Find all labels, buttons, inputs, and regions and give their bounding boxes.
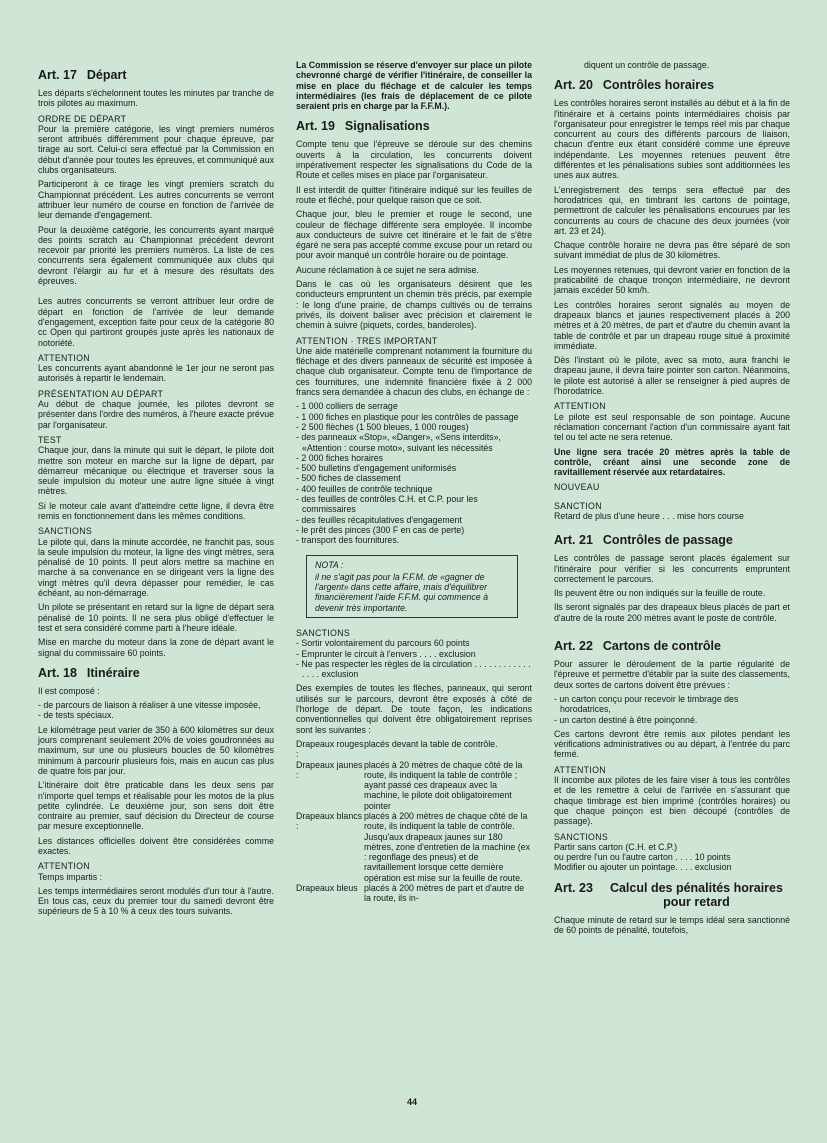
paragraph: Un pilote se présentant en retard sur la ligne de départ sera pénalisé de 10 points. Il ne sera plus obligé d'effectuer le test et sera considéré comme parti à l'heure idéale. [38, 602, 274, 633]
article-17-heading: Art. 17 Départ [38, 68, 127, 82]
sanctions-list [296, 638, 532, 679]
list-item: - des feuilles récapitulatives d'engagement [296, 514, 462, 525]
paragraph: Mise en marche du moteur dans la zone de départ avant le signal du commissaire 60 points. [38, 637, 274, 658]
list-item: - 1 000 fiches en plastique pour les contrôles de passage [296, 411, 519, 422]
list-item: - un carton destiné à être poinçonné. [554, 714, 698, 725]
paragraph: Temps impartis : [38, 871, 103, 882]
article-18-heading: Art. 18 Itinéraire [38, 665, 140, 680]
article-21-heading: Art. 21 Contrôles de passage [554, 533, 733, 548]
list [38, 700, 274, 721]
subheading: ATTENTION · TRES IMPORTANT [296, 335, 438, 346]
table-row: Drapeaux rouges : placés devant la table de contrôle. [296, 738, 498, 760]
flags-table [296, 739, 532, 904]
list-item: - le prêt des pinces (300 F en cas de perte) [296, 524, 465, 535]
paragraph: Ils seront signalés par des drapeaux bleus placés de part et d'autre de la route 200 mètres avant le poste de contrôle. [554, 602, 790, 623]
paragraph: Les contrôles de passage seront placés également sur l'itinéraire pour vérifier si les concurrents empruntent correctement le parcours. [554, 553, 790, 584]
paragraph: Participeront à ce tirage les vingt premiers scratch du Championnat précédent. Les autres concurrents se verront attribuer leur numéro de course en fonction de l'arrivée de leur demande d'engagement. [38, 179, 274, 221]
list-item: - transport des fournitures. [296, 535, 400, 546]
paragraph: Les temps intermédiaires seront modulés d'un tour à l'autre. En tous cas, ceux du premier tour du samedi devront être supérieurs de 5 à 10 % à ceux des tours suivants. [38, 885, 274, 917]
subheading: ORDRE DE DÉPART [38, 113, 127, 124]
list-item: - de tests spéciaux. [38, 710, 114, 721]
subheading: ATTENTION [38, 352, 90, 363]
list-item: - 500 bulletins d'engagement uniformisés [296, 463, 457, 474]
article-20-heading: Art. 20 Contrôles horaires [554, 78, 715, 93]
paragraph: Il est composé : [38, 685, 100, 696]
paragraph: Les concurrents ayant abandonné le 1er jour ne seront pas autorisés à repartir le lendemain. [38, 363, 274, 384]
article-23-heading: Art. 23 Calcul des pénalités horaires pour retard [554, 880, 783, 909]
paragraph: Il incombe aux pilotes de les faire viser à tous les contrôles et de les remettre à celui de l'arrivée en s'assurant que chaque timbrage est bien imprimé (contrôles horaires) ou que chaque poinçon est bien découpé (contrôles de passage). [554, 775, 790, 827]
subheading: ATTENTION [38, 861, 90, 872]
paragraph: Dès l'instant où le pilote, avec sa moto, aura franchi le drapeau jaune, il devra faire pointer son carton. Néanmoins, le pilote est autorisé à aller se renseigner à pied auprès de l'horodatrice. [554, 355, 790, 397]
list-item: - 2 500 flèches (1 500 bleues, 1 000 rouges) [296, 421, 469, 432]
subheading: ATTENTION [554, 764, 606, 775]
paragraph: Des exemples de toutes les flèches, panneaux, qui seront utilisés sur le parcours, devront être exposés à côté de l'horloge de départ. De toute façon, les indications conventionnelles qui doivent être obligatoirement reprises sont les suivantes : [296, 683, 532, 735]
table-row: Drapeaux blancs : placés à 200 mètres de chaque côté de la route, ils indiquent la table de contrôle. Jusqu'aux drapeaux jaunes sur 180 mètres, zone d'entretien de la machine (ex : regonflage des pneus) et de ravitaillement lorsque cette dernière opération est mise sur la feuille de route. [296, 811, 530, 883]
paragraph: Au début de chaque journée, les pilotes devront se présenter dans l'ordre des numéros, à l'heure exacte prévue par l'organisateur. [38, 399, 274, 430]
subheading: SANCTIONS [38, 526, 93, 537]
list-item: - de parcours de liaison à réaliser à une vitesse imposée, [38, 700, 261, 711]
paragraph: Les contrôles horaires seront signalés au moyen de drapeaux blancs et jaunes respectivement placés à 200 mètres et à 20 mètres, de part et d'autre du chemin avant la table de contrôle et par un drapeau rouge situé à proximité immédiate. [554, 299, 790, 351]
paragraph: Chaque jour, dans la minute qui suit le départ, le pilote doit mettre son moteur en marche sur la ligne de départ, par démarreur mécanique ou électrique et traverser sous la seule impulsion du moteur une autre ligne située à vingt mètres. [38, 445, 274, 497]
subheading: PRÉSENTATION AU DÉPART [38, 388, 164, 399]
nota-title: NOTA : [315, 560, 344, 571]
paragraph: Les autres concurrents se verront attribuer leur ordre de départ en fonction de l'arrivée de leur demande d'engagement, exception faite pour ceux de la catégorie 80 cc Open qui partiront groupés juste après les nationaux de notoriété. [38, 296, 274, 348]
paragraph: Pour la deuxième catégorie, les concurrents ayant marqué des points scratch au Championnat précédent devront recevoir par priorité les premiers numéros. La liste de ces concurrents sera également communiquée aux clubs qui devront l'élargir au fur et à mesure des résultats des épreuves. [38, 224, 274, 287]
paragraph: Partir sans carton (C.H. et C.P.) ou perdre l'un ou l'autre carton . . . . 10 points Modifier ou ajouter un pointage. . . . exclusion [554, 841, 732, 873]
table-row: Drapeaux bleus placés à 200 mètres de part et d'autre de la route, ils in- [296, 883, 525, 904]
list-item: - Sortir volontairement du parcours 60 points [296, 638, 470, 649]
nota-box [306, 555, 518, 617]
paragraph: Dans le cas où les organisateurs désirent que les conducteurs empruntent un chemin très précis, par exemple : le long d'une prairie, de champs cultivés ou de terrains privés, ils doivent baliser avec précision et clairement le chemin à suivre (piquets, cordes, banderoles). [296, 279, 532, 331]
paragraph: Le pilote est seul responsable de son pointage. Aucune réclamation concernant l'action d'un commissaire ayant fait tel ou tel acte ne sera retenue. [554, 411, 790, 443]
article-22-heading: Art. 22 Cartons de contrôle [554, 639, 721, 654]
paragraph: Les contrôles horaires seront installés au début et à la fin de l'itinéraire et à certains points intermédiaires choisis par l'organisateur pour enregistrer le temps réel mis par chaque concurrent au cours des différents parcours de liaison, chacun d'entre eux étant considéré comme une épreuve indépendante. Les moyennes retenues peuvent être différentes et les pénalisations subies sont additionnées les unes aux autres. [554, 98, 790, 181]
subheading: SANCTIONS [554, 831, 609, 842]
paragraph: Une ligne sera tracée 20 mètres après la table de contrôle, créant ainsi une seconde zone de ravitaillement réservée aux retardataires. [554, 446, 790, 478]
paragraph: Chaque contrôle horaire ne devra pas être séparé de son suivant immédiat de plus de 30 kilomètres. [554, 240, 790, 261]
paragraph: Le pilote qui, dans la minute accordée, ne franchit pas, sous la seule impulsion du moteur, la ligne des vingt mètres, sera pénalisé de 10 points. Il peut alors mettre sa machine en marche à sa convenance en se dirigeant vers la ligne des vingt mètres qu'il devra dépasser pour remédier, le cas échéant, au non-démarrage. [38, 536, 274, 599]
subheading: NOUVEAU [554, 482, 600, 493]
paragraph: Ces cartons devront être remis aux pilotes pendant les vérifications administratives ou au départ, à l'entrée du parc fermé. [554, 728, 790, 760]
subheading: SANCTIONS [296, 627, 351, 638]
column-middle [296, 60, 532, 904]
list-item: - un carton conçu pour recevoir le timbrage des horodatrices, [554, 693, 739, 715]
list-item: - 2 000 fiches horaires [296, 452, 384, 463]
paragraph: diquent un contrôle de passage. [584, 60, 710, 70]
subheading: ATTENTION [554, 401, 606, 412]
paragraph: Une aide matérielle comprenant notamment la fourniture du fléchage et des divers panneaux de sécurité est imposée à chaque club organisateur. Compte tenu de l'importance de ces fournitures, une indemnité financière fixée à 2 000 francs sera demandée à chacun des clubs, en échange de : [296, 345, 532, 398]
list-item: - 400 feuilles de contrôle technique [296, 483, 433, 494]
paragraph: Le kilométrage peut varier de 350 à 600 kilomètres sur deux jours comprenant seulement 20% de voies goudronnées au maximum, sur une ou plusieurs boucles de 50 kilomètres minimum à parcourir plusieurs fois, mais en aucun cas plus de quatre fois par jour. [38, 724, 274, 776]
list-item: - 1 000 colliers de serrage [296, 401, 398, 412]
paragraph: Chaque jour, bleu le premier et rouge le second, une couleur de fléchage différente sera employée. Il incombe aux conducteurs de suivre cet itinéraire et le fait de s'être égaré ne sera pas accepté comme excuse pour un retard ou pour avoir manqué un contrôle horaire ou de pointage. [296, 209, 532, 261]
paragraph: L'enregistrement des temps sera effectué par des horodatrices qui, en timbrant les cartons de pointage, permettront de calculer les pénalisations encourues par les concurrents au cours de chacune des deux journées (voir art. 23 et 24). [554, 184, 790, 236]
column-right [554, 60, 790, 939]
nota-text: il ne s'agit pas pour la F.F.M. de «gagner de l'argent» dans cette affaire, mais d'équilibrer financièrement l'aide F.F.M. qui commence à devenir très importante. [315, 571, 488, 613]
paragraph: Chaque minute de retard sur le temps idéal sera sanctionné de 60 points de pénalité, toutefois, [554, 914, 790, 935]
paragraph: Les départs s'échelonnent toutes les minutes par tranche de trois pilotes au maximum. [38, 88, 274, 109]
supplies-list [296, 401, 532, 545]
list-item: - 500 fiches de classement [296, 473, 401, 484]
paragraph: Les moyennes retenues, qui devront varier en fonction de la praticabilité de chaque tronçon intermédiaire, ne devront jamais excéder 50 km/h. [554, 264, 790, 296]
list-item: - Ne pas respecter les règles de la circulation . . . . . . . . . . . . . . . . exclusion [296, 658, 531, 680]
paragraph: Pour la première catégorie, les vingt premiers numéros seront attribués différemment pour chaque épreuve, par tirage au sort. Celui-ci sera effectué par la Commission en début d'année pour toutes les épreuves, et communiqué aux clubs organisateurs. [38, 123, 274, 176]
paragraph: Si le moteur cale avant d'atteindre cette ligne, il devra être remis en fonctionnement dans les mêmes conditions. [38, 500, 274, 521]
table-row: Drapeaux jaunes : placés à 20 mètres de chaque côté de la route, ils indiquent la table de contrôle ; ayant passé ces drapeaux avec la machine, le pilote doit obligatoirement pointer [296, 759, 523, 811]
paragraph: Les distances officielles doivent être considérées comme exactes. [38, 835, 274, 856]
paragraph: Aucune réclamation à ce sujet ne sera admise. [296, 264, 479, 275]
list-item: - des feuilles de contrôles C.H. et C.P. pour les commissaires [296, 493, 478, 515]
paragraph: Compte tenu que l'épreuve se déroule sur des chemins ouverts à la circulation, les concurrents doivent impérativement respecter les signalisations du Code de la Route et celles mises en place par l'organisateur. [296, 139, 532, 181]
subheading: SANCTION [554, 500, 602, 511]
paragraph: Ils peuvent être ou non indiqués sur la feuille de route. [554, 588, 766, 599]
column-left [38, 60, 274, 921]
list-item: - des panneaux «Stop», «Danger», «Sens interdits», «Attention : course moto», suivant les nécessités [296, 432, 501, 453]
paragraph: L'itinéraire doit être praticable dans les deux sens par n'importe quel temps et réalisable pour les motos de la plus petite cylindrée. Le deuxième jour, son sens doit être contraire au premier, sauf décision du Directeur de course par mesure exceptionnelle. [38, 780, 274, 832]
list [554, 694, 790, 725]
page-number: 44 [407, 1097, 418, 1107]
paragraph: Pour assurer le déroulement de la partie régularité de l'épreuve et permettre d'établir par la suite des classements, deux sortes de cartons doivent être prévues : [554, 659, 790, 690]
paragraph: Retard de plus d'une heure . . . mise hors course [554, 510, 744, 521]
paragraph: Il est interdit de quitter l'itinéraire indiqué sur les feuilles de route et fléché, pour quelque raison que ce soit. [296, 184, 532, 205]
list-item: - Emprunter le circuit à l'envers . . . . exclusion [296, 648, 476, 659]
subheading: TEST [38, 434, 62, 445]
article-19-heading: Art. 19 Signalisations [296, 119, 430, 134]
paragraph: La Commission se réserve d'envoyer sur place un pilote chevronné chargé de vérifier l'itinéraire, de conseiller la mise en place du fléchage et de calculer les temps intermédiaires (les frais de déplacement de ce pilote seraient pris en charge par la F.F.M.). [296, 60, 532, 112]
